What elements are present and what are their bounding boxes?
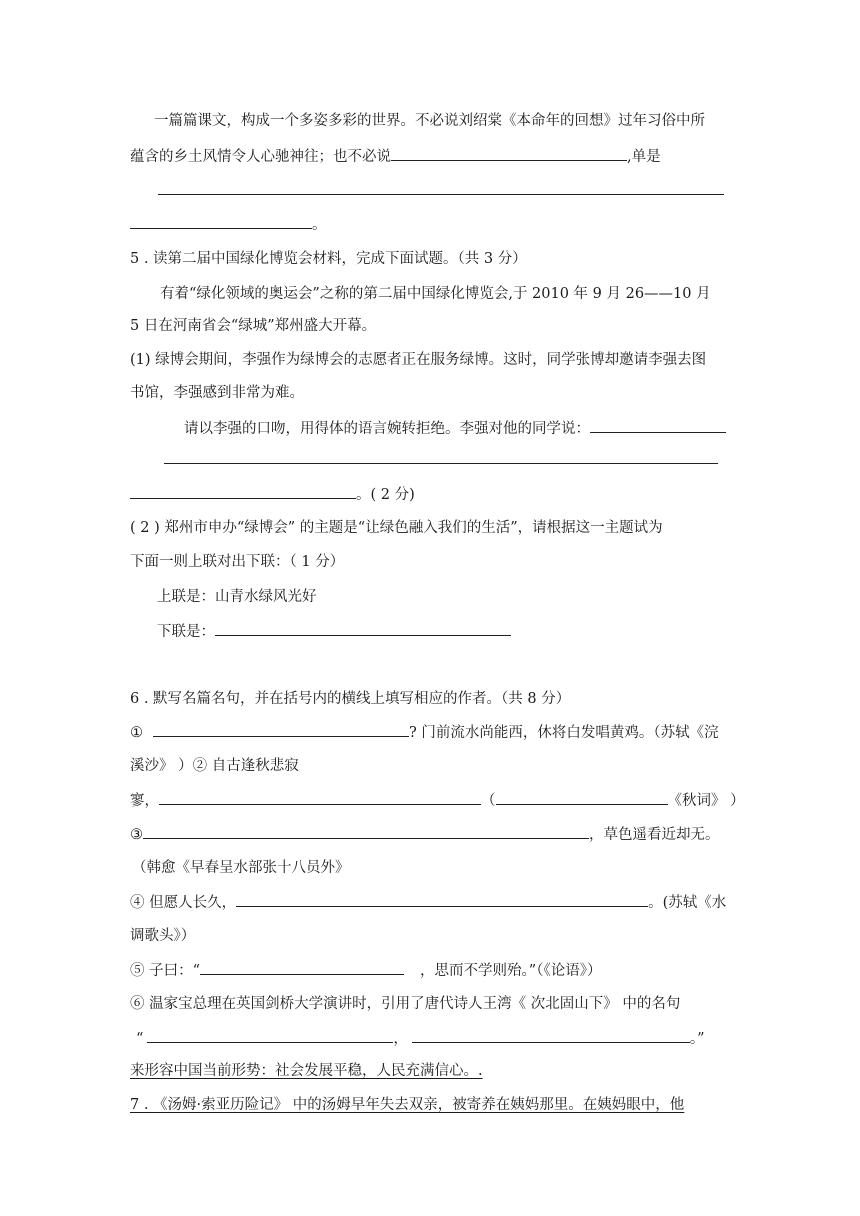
- intro-line-2-text: 蕴含的乡土风情令人心驰神往；也不必说: [130, 149, 391, 165]
- q6-item-5: [130, 960, 601, 981]
- q6-title: 6 . 默写名篇名句，并在括号内的横线上填写相应的作者。（共 8 分）: [130, 691, 571, 707]
- q6-item-4-line-2: 调歌头》）: [130, 928, 196, 944]
- q6-item-5-head: ⑤ 子曰：“: [130, 963, 201, 979]
- q5-part2-line-1: ( 2 ) 郑州市申办“绿博会” 的主题是“让绿色融入我们的生活”，请根据这一主题试为: [130, 520, 663, 536]
- answer-blank[interactable]: [130, 214, 312, 229]
- q6-item-6-comma: ，: [393, 1031, 408, 1047]
- q6-item-1: [130, 722, 719, 743]
- answer-blank[interactable]: [130, 484, 356, 499]
- q6-item-2-tail: 《秋词》 ）: [667, 793, 745, 809]
- answer-blank[interactable]: [143, 824, 589, 839]
- answer-blank[interactable]: [147, 1028, 393, 1043]
- q6-item-5-tail: ，思而不学则殆。”（《论语》）: [420, 963, 602, 979]
- q5-part1-score: 。( 2 分): [356, 487, 415, 503]
- q6-item-6-close: 。”: [689, 1031, 705, 1047]
- q6-item-6-line-2: [136, 1028, 705, 1049]
- answer-line[interactable]: [158, 194, 724, 195]
- answer-blank[interactable]: [215, 621, 511, 636]
- q6-item-4: [130, 892, 726, 913]
- q5-title: 5 . 读第二届中国绿化博览会材料，完成下面试题。（共 3 分）: [130, 251, 527, 267]
- answer-line[interactable]: [164, 463, 718, 464]
- answer-blank[interactable]: [236, 892, 648, 907]
- q6-item-4-head: ④ 但愿人长久，: [130, 895, 237, 911]
- q6-item-1-num: ①: [130, 725, 143, 741]
- q5-part1-line-1: (1) 绿博会期间，李强作为绿博会的志愿者正在服务绿博。这时，同学张博却邀请李强去图: [130, 352, 707, 368]
- q5-part1-prompt-text: 请以李强的口吻，用得体的语言婉转拒绝。李强对他的同学说：: [184, 421, 590, 437]
- q5-material-line-1: 有着“绿化领域的奥运会”之称的第二届中国绿化博览会,于 2010 年 9 月 26——10 月: [160, 286, 711, 302]
- q5-material-line-2: 5 日在河南省会“绿城”郑州盛大开幕。: [130, 318, 377, 334]
- q6-item-2: [130, 790, 745, 811]
- q6-item-6-line-3: 来形容中国当前形势：社会发展平稳，人民充满信心。.: [130, 1063, 483, 1079]
- answer-blank[interactable]: [153, 722, 409, 737]
- q7-line-1: 7 . 《汤姆·索亚历险记》 中的汤姆早年失去双亲，被寄养在姨妈那里。在姨妈眼中，他: [130, 1097, 685, 1113]
- q6-item-2-mid: （: [481, 793, 496, 809]
- answer-blank[interactable]: [200, 960, 404, 975]
- intro-line-2: [130, 146, 661, 167]
- q5-part1-line-2: 书馆，李强感到非常为难。: [130, 385, 304, 401]
- intro-line-4: [130, 214, 327, 235]
- q5-lower-couplet: [157, 621, 511, 642]
- q5-upper-couplet: 上联是：山青水绿风光好: [157, 589, 317, 605]
- q6-item-3-line-2: （韩愈《早春呈水部张十八员外》: [132, 860, 350, 876]
- q6-item-1-tail: ? 门前流水尚能西，休将白发唱黄鸡。（苏轼《浣: [409, 725, 719, 741]
- q6-item-1-line-2: 溪沙》 ）② 自古逢秋悲寂: [130, 758, 299, 774]
- q6-item-3: [130, 824, 720, 845]
- answer-blank[interactable]: [412, 1028, 690, 1043]
- answer-blank[interactable]: [159, 790, 481, 805]
- intro-line-1: 一篇篇课文，构成一个多姿多彩的世界。不必说刘绍棠《本命年的回想》过年习俗中所: [154, 113, 705, 129]
- q6-item-4-tail: 。(苏轼《水: [648, 895, 727, 911]
- intro-line-4-end: 。: [312, 217, 327, 233]
- q5-part1-answer-end: [130, 484, 415, 505]
- q6-item-2-head: 寥，: [130, 793, 159, 809]
- q6-item-6-line-1: ⑥ 温家宝总理在英国剑桥大学演讲时，引用了唐代诗人王湾《 次北固山下》 中的名句: [130, 996, 681, 1012]
- q5-part1-prompt: [184, 418, 726, 439]
- author-blank[interactable]: [496, 790, 668, 805]
- q6-item-3-num: ③: [130, 827, 143, 843]
- answer-blank[interactable]: [590, 418, 726, 433]
- q5-lower-label: 下联是：: [157, 624, 215, 640]
- q5-part2-line-2: 下面一则上联对出下联：（ 1 分）: [130, 554, 345, 570]
- q6-item-6-open: “: [136, 1031, 144, 1047]
- q6-item-3-tail: ，草色遥看近却无。: [589, 827, 720, 843]
- intro-line-2-tail: ,单是: [627, 149, 661, 165]
- answer-blank[interactable]: [391, 146, 627, 161]
